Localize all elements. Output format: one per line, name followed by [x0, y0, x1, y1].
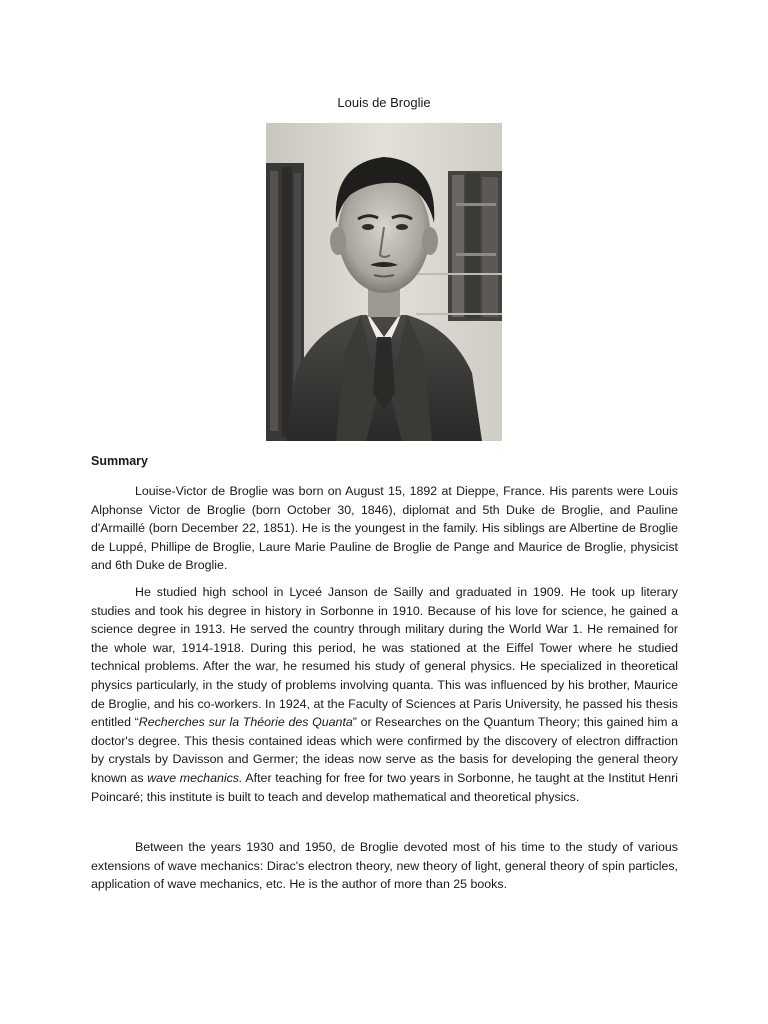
paragraph-birth-text: Louise-Victor de Broglie was born on August 15, 1892 at Dieppe, France. His parents were Louis Alphonse Victor de Broglie (born October 30, 1846), diplomat and 5th Duke de Broglie, and Pauline d'Armaillé (born December 22, 1851). He is the youngest in the family. His siblings are Albertine de Broglie de Luppé, Phillipe de Broglie, Laure Marie Pauline de Broglie de Pange and Maurice de Broglie, physicist and 6th Duke de Broglie.: [91, 484, 678, 573]
paragraph-birth: [91, 482, 678, 575]
document-title: Louis de Broglie: [337, 95, 431, 110]
wave-mechanics-term: wave mechanics.: [147, 770, 243, 785]
summary-heading: Summary: [91, 454, 148, 468]
paragraph-later-work-text: Between the years 1930 and 1950, de Broglie devoted most of his time to the study of various extensions of wave mechanics: Dirac's electron theory, new theory of light, general theory of spin particles, application of wave mechanics, etc. He is the author of more than 25 books.: [91, 840, 678, 892]
paragraph-education-text-3: After teaching for free for two years in Sorbonne, he taught at the Institut Henri Poincaré; this institute is built to teach and develop mathematical and theoretical physics.: [91, 770, 679, 804]
portrait-photo: [266, 123, 502, 441]
thesis-title: Recherches sur la Théorie des Quanta: [138, 715, 353, 730]
paragraph-education-text-1: He studied high school in Lyceé Janson de Sailly and graduated in 1909. He took up literary studies and took his degree in history in Sorbonne in 1910. Because of his love for science, he gained a science degree in 1913. He served the country through military during the World War 1. He remained for the whole war, 1914-1918. During this period, he was stationed at the Eiffel Tower where he studied technical problems. After the war, he resumed his study of general physics. He specialized in theoretical physics particularly, in the study of problems involving quanta. This was influenced by his brother, Maurice de Broglie, and his co-workers. In 1924, at the Faculty of Sciences at Paris University, he passed his thesis entitled “: [91, 585, 678, 730]
portrait-illustration: [266, 123, 502, 441]
paragraph-education: [91, 583, 678, 806]
paragraph-education-text-2: ” or Researches on the Quantum Theory; this gained him a doctor's degree. This thesis contained ideas which were confirmed by the discovery of electron diffraction by crystals by Davisson and Germer; the ideas now serve as the basis for developing the general theory known as: [91, 715, 678, 785]
paragraph-later-work: [91, 838, 678, 894]
